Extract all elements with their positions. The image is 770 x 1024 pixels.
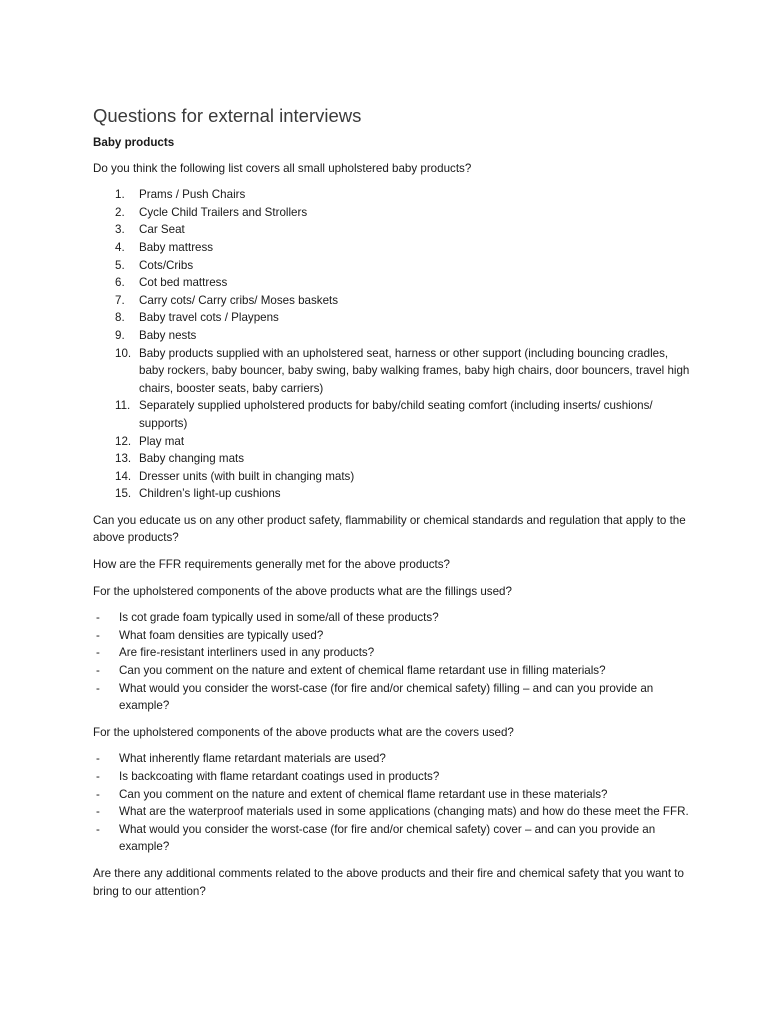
dash-bullet: -: [96, 822, 100, 836]
list-item-text: Baby nests: [139, 328, 197, 342]
page-title: Questions for external interviews: [93, 105, 362, 126]
list-number: 11.: [115, 399, 131, 413]
list-item: [93, 786, 693, 804]
list-item: [93, 433, 693, 451]
list-item: [93, 274, 693, 292]
list-item-text: Carry cots/ Carry cribs/ Moses baskets: [139, 293, 339, 307]
list-number: 10.: [115, 346, 132, 360]
list-item-text: Play mat: [139, 434, 185, 448]
list-item: [93, 397, 693, 432]
list-item-text: Children’s light-up cushions: [139, 487, 281, 501]
list-item: [93, 662, 693, 680]
list-item-text: What are the waterproof materials used in some applications (changing mats) and how do these meet the FFR.: [119, 805, 689, 819]
list-item-text: What would you consider the worst-case (for fire and/or chemical safety) filling – and can you provide an example?: [119, 681, 654, 713]
list-number: 12.: [115, 434, 132, 448]
list-item: [93, 680, 693, 715]
product-list: [93, 186, 693, 503]
dash-bullet: -: [96, 752, 100, 766]
list-item-text: Car Seat: [139, 223, 185, 237]
dash-bullet: -: [96, 770, 100, 783]
dash-bullet: -: [96, 681, 100, 695]
intro-question: Do you think the following list covers all small upholstered baby products?: [93, 161, 472, 175]
list-item-text: Baby changing mats: [139, 452, 245, 466]
list-item-text: What foam densities are typically used?: [119, 628, 324, 642]
list-item: [93, 627, 693, 645]
list-number: 3.: [115, 223, 125, 237]
list-number: 14.: [115, 469, 132, 483]
list-item: [93, 644, 693, 662]
list-item: [93, 609, 693, 627]
list-item: [93, 468, 693, 486]
list-number: 6.: [115, 276, 125, 290]
list-item-text: Are fire-resistant interliners used in any products?: [119, 646, 375, 660]
list-item-text: What inherently flame retardant materials are used?: [119, 752, 386, 766]
list-item-text: Can you comment on the nature and extent of chemical flame retardant use in these materials?: [119, 787, 608, 801]
covers-list: [93, 750, 693, 856]
list-item-text: Cycle Child Trailers and Strollers: [139, 205, 308, 219]
list-item: [93, 750, 693, 768]
list-item-text: What would you consider the worst-case (for fire and/or chemical safety) cover – and can you provide an example?: [119, 822, 656, 854]
list-item: [93, 821, 693, 856]
list-item: [93, 309, 693, 327]
dash-bullet: -: [96, 787, 100, 801]
list-item: [93, 186, 693, 204]
list-item: [93, 204, 693, 222]
dash-bullet: -: [96, 628, 100, 642]
list-number: 5.: [115, 258, 125, 272]
list-item-text: Baby mattress: [139, 240, 214, 254]
list-item-text: Baby products supplied with an upholstered seat, harness or other support (including bouncing cradles, baby rockers, baby bouncer, baby swing, baby walking frames, baby high chairs, door bouncers, travel high chairs, booster seats, baby carriers): [139, 346, 690, 395]
list-item-text: Prams / Push Chairs: [139, 188, 246, 202]
list-item: [93, 292, 693, 310]
list-item: [93, 239, 693, 257]
dash-bullet: -: [96, 646, 100, 660]
list-item: [93, 327, 693, 345]
list-number: 4.: [115, 240, 125, 254]
list-item: [93, 768, 693, 786]
list-item: [93, 345, 693, 398]
list-number: 1.: [115, 188, 125, 202]
list-item-text: Is backcoating with flame retardant coatings used in products?: [119, 770, 440, 783]
list-item-text: Baby travel cots / Playpens: [139, 311, 279, 325]
list-item: [93, 221, 693, 239]
list-item-text: Dresser units (with built in changing mats): [139, 469, 355, 483]
list-number: 7.: [115, 293, 125, 307]
covers-question: For the upholstered components of the above products what are the covers used?: [93, 725, 514, 739]
list-item-text: Separately supplied upholstered products for baby/child seating comfort (including inserts/ cushions/ supports): [139, 399, 653, 430]
list-number: 13.: [115, 452, 132, 466]
list-item: [93, 803, 693, 821]
list-item: [93, 450, 693, 468]
dash-bullet: -: [96, 664, 100, 678]
dash-bullet: -: [96, 611, 100, 625]
fillings-list: [93, 609, 693, 715]
list-item: [93, 485, 693, 503]
standards-question: Can you educate us on any other product safety, flammability or chemical standards and regulation that apply to the above products?: [93, 513, 686, 545]
list-item-text: Can you comment on the nature and extent of chemical flame retardant use in filling materials?: [119, 664, 606, 678]
fillings-question: For the upholstered components of the above products what are the fillings used?: [93, 584, 512, 598]
list-number: 9.: [115, 328, 125, 342]
list-number: 15.: [115, 487, 132, 501]
additional-question: Are there any additional comments related to the above products and their fire and chemical safety that you want to bring to our attention?: [93, 866, 684, 898]
list-item: [93, 257, 693, 275]
list-item-text: Cots/Cribs: [139, 258, 194, 272]
section-heading: Baby products: [93, 136, 175, 149]
list-item-text: Is cot grade foam typically used in some/all of these products?: [119, 611, 439, 625]
document-page: [93, 104, 693, 909]
list-item-text: Cot bed mattress: [139, 276, 228, 290]
list-number: 8.: [115, 311, 125, 325]
ffr-question: How are the FFR requirements generally met for the above products?: [93, 558, 451, 572]
dash-bullet: -: [96, 805, 100, 819]
list-number: 2.: [115, 205, 125, 219]
